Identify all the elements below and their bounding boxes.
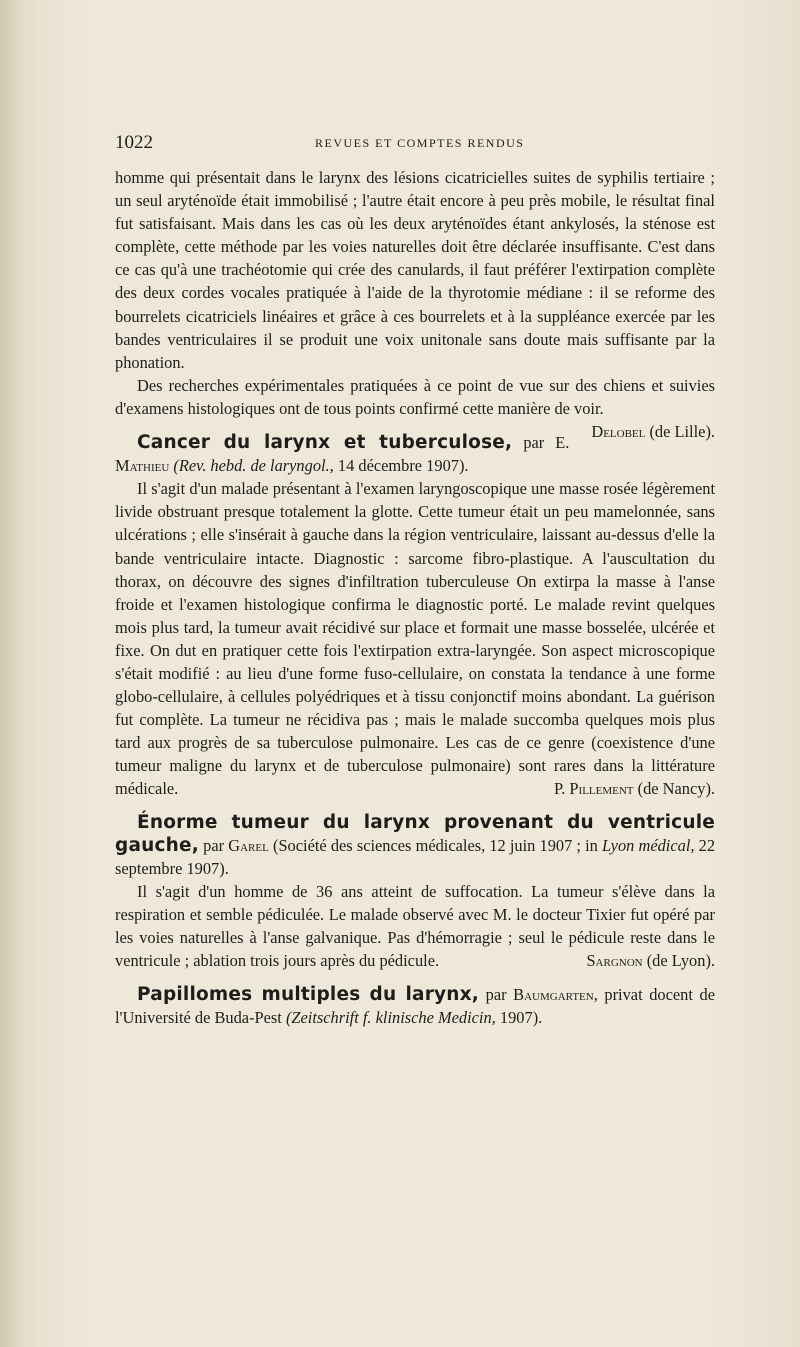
signature-place: (de Lille). — [649, 422, 715, 442]
page-number: 1022 — [115, 132, 153, 153]
publication-date: 1907). — [499, 1008, 543, 1028]
paragraph-text: Il s'agit d'un homme de 36 ans atteint de suffocation. La tumeur s'élève dans la respiration et semble pédiculée. Le malade observé avec M. le docteur Tixier fut opéré par les voies naturelles à l'anse galvanique. Pas d'hémorragie ; seul le pédicule reste dans le ventricule ; ablation trois jours après du pédicule. — [115, 881, 715, 971]
source-text: (Société des sciences médicales, 12 juin 1907 ; in — [272, 835, 598, 855]
running-head — [115, 132, 715, 156]
journal-name: (Zeitschrift f. klinische Medicin, — [285, 1008, 496, 1028]
byline-prefix: par E. — [523, 433, 570, 453]
signature-name: Delobel — [591, 422, 646, 442]
text-column — [115, 166, 715, 1029]
article-body-tumeur — [115, 880, 715, 972]
running-title: REVUES ET COMPTES RENDUS — [315, 136, 525, 150]
author-name: Mathieu — [115, 456, 170, 476]
source-text: privat docent de l'Université de Buda-Pest — [115, 985, 715, 1028]
byline-prefix: par — [203, 835, 225, 855]
article-title: Papillomes multiples du larynx, — [137, 984, 480, 1006]
author-name: Baumgarten, — [513, 985, 598, 1005]
byline-prefix: par — [485, 985, 507, 1005]
article-heading-papillomes — [115, 983, 715, 1029]
article-body-cancer — [115, 477, 715, 800]
signature-name: Sargnon — [586, 951, 643, 971]
journal-name: (Rev. hebd. de laryngol., — [173, 456, 334, 476]
signature-place: (de Nancy). — [637, 779, 715, 799]
paragraph-text: Il s'agit d'un malade présentant à l'examen laryngoscopique une masse rosée légèrement livide obstruant presque totalement la glotte. Cette tumeur était un peu mamelonnée, sans ulcérations ; elle s'insérait à gauche dans la région ventriculaire, laissant au-dessus d'elle la bande ventriculaire intacte. Diagnostic : sarcome fibro-plastique. A l'auscultation du thorax, on découvre des signes d'infiltration tuberculeuse On extirpa la masse à l'anse froide et l'examen histologique confirma le diagnostic porté. Le malade revint quelques mois plus tard, la tumeur avait récidivé sur place et formait une masse bosselée, ulcérée et fixe. On dut en pratiquer cette fois l'extirpation extra-laryngée. Son aspect microscopique s'était modifié : au lieu d'une forme fuso-cellulaire, on constata la tendance à une forme globo-cellulaire, à cellules polyédriques et à tissu conjonctif moins abondant. La guérison fut complète. La tumeur ne récidiva pas ; mais le malade succomba quelques mois plus tard aux progrès de sa tuberculose pulmonaire. Les cas de ce genre (coexistence d'une tumeur maligne du larynx et de tuberculose pulmonaire) sont rares dans la littérature médicale. — [115, 479, 715, 799]
continuation-paragraph: homme qui présentait dans le larynx des lésions cicatricielles suites de syphilis tertiaire ; un seul aryténoïde était immobilisé ; l'autre était encore à peu près mobile, le résultat final fut satisfaisant. Mais dans les cas où les deux aryténoïdes étant ankylosés, la sténose est complète, cette méthode par les voies naturelles doit être déclarée insuffisante. C'est dans ce cas qu'à une trachéotomie qui crée des canulards, il faut préférer l'extirpation complète des deux cordes vocales pratiquée à l'aide de la thyrotomie médiane : il se reforme des bourrelets cicatriciels linéaires et grâce à ces bourrelets et à la suppléance exercée par les bandes ventriculaires il se produit une voix unitonale sans doute mais suffisante par la phonation. — [115, 168, 715, 372]
author-name: Garel — [228, 835, 269, 855]
article-title: Cancer du larynx et tuberculose, — [137, 432, 513, 454]
signature — [532, 777, 715, 800]
paragraph-text: Des recherches expérimentales pratiquées à ce point de vue sur des chiens et suivies d'examens histologiques ont de tous points confirmé cette manière de voir. — [115, 375, 715, 418]
continuation-paragraph-2 — [115, 374, 715, 442]
article-title: Énorme tumeur du larynx provenant du ventricule gauche, — [115, 811, 715, 856]
signature — [569, 420, 715, 443]
publication-date: 22 septembre 1907). — [115, 835, 716, 878]
journal-name: Lyon médical, — [602, 835, 695, 855]
signature-name: P. Pillement — [553, 779, 634, 799]
article-heading-tumeur — [115, 811, 715, 880]
signature-place: (de Lyon). — [646, 951, 715, 971]
signature — [564, 949, 715, 972]
publication-date: 14 décembre 1907). — [337, 456, 469, 476]
page-edge-shadow — [0, 0, 22, 1347]
